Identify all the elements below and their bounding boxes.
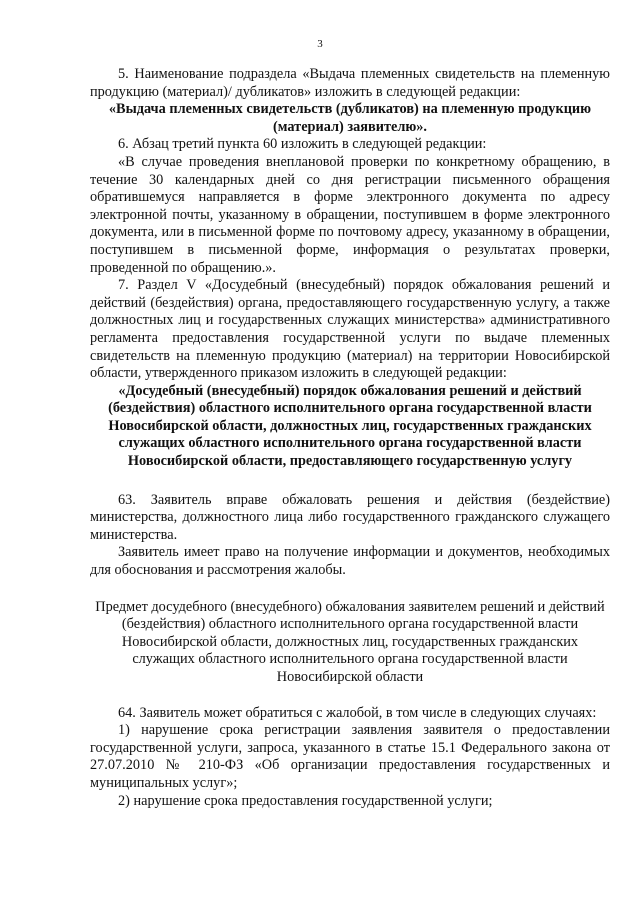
paragraph-item-64-1: 1) нарушение срока регистрации заявления заявителя о предоставлении государственной услуги, запроса, указанного в статье 15.1 Федерального закона от 27.07.2010 № 210-ФЗ «Об организации предоставления государственных и муниципальных услуг»;: [90, 722, 610, 791]
paragraph-item-63-b: Заявитель имеет право на получение информации и документов, необходимых для обоснования и рассмотрения жалобы.: [90, 544, 610, 579]
paragraph-item-7: 7. Раздел V «Досудебный (внесудебный) порядок обжалования решений и действий (бездействия) органа, предоставляющего государственную услугу, а также должностных лиц и государственных служащих министерства» административного регламента предоставления государственной услуги по выдаче племенных свидетельств на племенную продукцию (материал) на территории Новосибирской области, утвержденного приказом изложить в следующей редакции:: [90, 277, 610, 382]
subsection-title-quote: «Выдача племенных свидетельств (дубликатов) на племенную продукцию (материал) заявителю».: [108, 101, 592, 135]
paragraph-item-64-2: 2) нарушение срока предоставления государственной услуги;: [118, 792, 493, 809]
paragraph-item-6: 6. Абзац третий пункта 60 изложить в следующей редакции:: [118, 136, 487, 153]
section-heading: «Досудебный (внесудебный) порядок обжалования решений и действий (бездействия) областного исполнительного органа государственной власти Новосибирской области, должностных лиц, государственных гражданских служащих областного исполнительного органа государственной власти Новосибирской области, предоставляющего государственную услугу: [108, 382, 592, 470]
spacer: [90, 687, 610, 705]
paragraph-item-64: 64. Заявитель может обратиться с жалобой, в том числе в следующих случаях:: [118, 704, 597, 721]
paragraph-item-6-quote: «В случае проведения внеплановой проверки по конкретному обращению, в течение 30 календарных дней со дня регистрации письменного обращения обратившемуся направляется в форме электронного документа по адресу электронной почты, указанному в обращении, поступившем в форме электронного документа, или в письменной форме по почтовому адресу, указанному в обращении, поступившем в письменной форме, информация о результатах проверки, проведенной по обращению.».: [90, 153, 610, 276]
page-number: 3: [317, 38, 323, 50]
spacer: [90, 471, 610, 492]
paragraph-item-63: 63. Заявитель вправе обжаловать решения и действия (бездействие) министерства, должностного лица либо государственного гражданского служащего министерства.: [90, 491, 610, 543]
document-body: [90, 66, 610, 810]
subsection-heading: Предмет досудебного (внесудебного) обжалования заявителем решений и действий (бездействия) областного исполнительного органа государственной власти Новосибирской области, должностных лиц, государственных гражданских служащих областного исполнительного органа государственной власти Новосибирской области: [95, 598, 605, 685]
spacer: [90, 580, 610, 599]
paragraph-item-5: 5. Наименование подраздела «Выдача племенных свидетельств на племенную продукцию (материал)/ дубликатов» изложить в следующей редакции:: [90, 66, 610, 100]
